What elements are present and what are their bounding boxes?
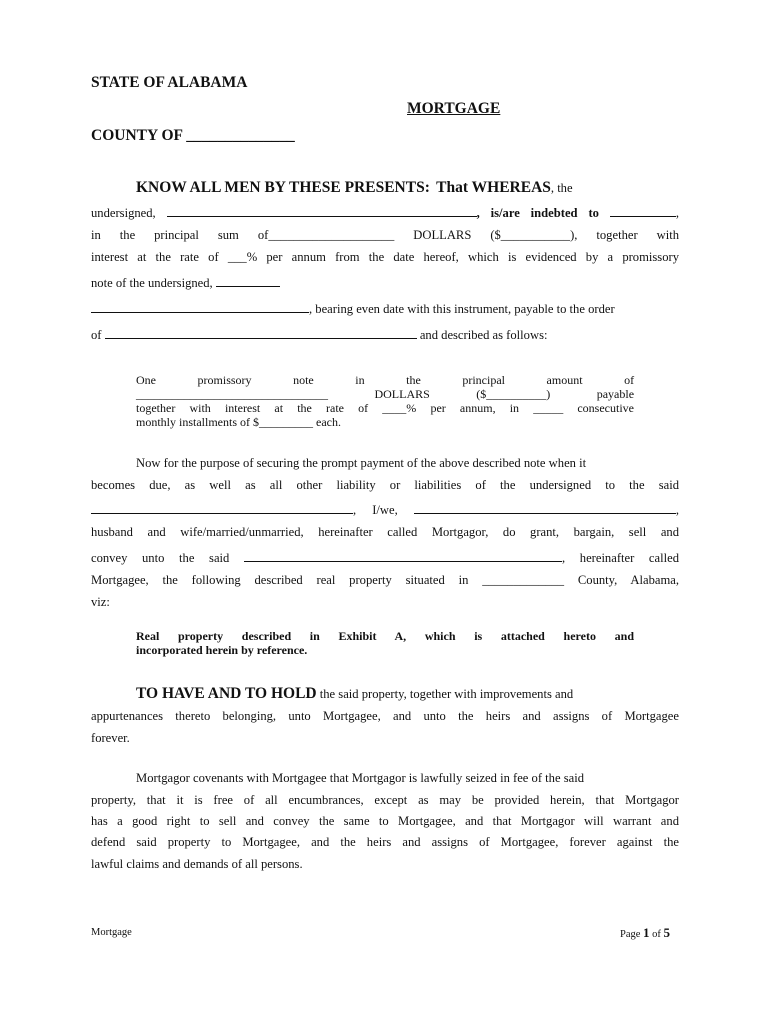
covenants-line-2: property, that it is free of all encumbrances, except as may be provided herein, that Mortgagor bbox=[91, 793, 679, 807]
state-heading: STATE OF ALABAMA bbox=[91, 74, 248, 91]
intro-lead: KNOW ALL MEN BY THESE PRESENTS: bbox=[136, 179, 430, 196]
debtor-name-field[interactable]: , is/are indebted to bbox=[167, 206, 599, 220]
intro-the: , the bbox=[550, 181, 573, 195]
payee-name-blank[interactable] bbox=[105, 328, 417, 339]
creditor-name-field[interactable]: , bbox=[610, 206, 679, 220]
intro-line-6: , bearing even date with this instrument, payable to the order bbox=[91, 302, 615, 317]
covenants-line-4: defend said property to Mortgagee, and the heirs and assigns of Mortgagee, forever against the bbox=[91, 835, 679, 849]
intro-line-1 bbox=[136, 179, 573, 197]
habendum-lead: TO HAVE AND TO HOLD bbox=[136, 685, 317, 702]
purpose-line-2: becomes due, as well as all other liability or liabilities of the undersigned to the said bbox=[91, 478, 679, 492]
habendum-line-3: forever. bbox=[91, 731, 130, 745]
intro-line-3: in the principal sum of____________________ DOLLARS ($___________), together with bbox=[91, 228, 680, 242]
note-line-4: monthly installments of $_________ each. bbox=[136, 415, 341, 429]
intro-line-5: note of the undersigned, bbox=[91, 276, 280, 291]
purpose-line-7: viz: bbox=[91, 595, 110, 609]
intro-line-7: of and described as follows: bbox=[91, 328, 548, 342]
intro-line-2 bbox=[91, 206, 679, 221]
mortgagee-blank-1[interactable]: , bbox=[91, 503, 356, 517]
covenants-line-5: lawful claims and demands of all persons. bbox=[91, 857, 303, 871]
intro-whereas: That WHEREAS bbox=[436, 179, 551, 196]
covenants-line-3: has a good right to sell and convey the same to Mortgagee, and that Mortgagor will warrant and bbox=[91, 814, 679, 828]
page-indicator: Page 1 of 5 bbox=[620, 925, 671, 940]
purpose-line-3: , I/we, , bbox=[91, 503, 679, 518]
exhibit-line-2: incorporated herein by reference. bbox=[136, 643, 308, 657]
mortgagor-names-blank[interactable]: , bbox=[414, 503, 679, 517]
purpose-line-6: Mortgagee, the following described real property situated in _____________ County, Alabama, bbox=[91, 573, 679, 587]
purpose-line-1: Now for the purpose of securing the prompt payment of the above described note when it bbox=[136, 456, 587, 470]
purpose-line-5: convey unto the said , hereinafter called bbox=[91, 551, 679, 565]
county-heading: COUNTY OF ______________ bbox=[91, 127, 295, 144]
document-title: MORTGAGE bbox=[407, 100, 501, 117]
footer-label: Mortgage bbox=[91, 927, 132, 938]
purpose-line-4: husband and wife/married/unmarried, hereinafter called Mortgagor, do grant, bargain, sell and bbox=[91, 525, 679, 539]
exhibit-line-1: Real property described in Exhibit A, which is attached hereto and bbox=[136, 629, 634, 643]
note-line-1: One promissory note in the principal amount of bbox=[136, 373, 635, 387]
habendum-line-2: appurtenances thereto belonging, unto Mortgagee, and unto the heirs and assigns of Mortgagee bbox=[91, 709, 679, 723]
intro-line-4: interest at the rate of ___% per annum from the date hereof, which is evidenced by a promissory bbox=[91, 250, 679, 264]
undersigned-name-blank[interactable] bbox=[216, 276, 280, 287]
note-holder-blank[interactable] bbox=[91, 302, 309, 313]
note-line-3: together with interest at the rate of ____% per annum, in _____ consecutive bbox=[136, 401, 634, 415]
note-line-2: ________________________________ DOLLARS ($__________) payable bbox=[136, 387, 635, 401]
mortgagee-name-field[interactable]: , hereinafter called bbox=[244, 551, 679, 565]
habendum-line-1: TO HAVE AND TO HOLD the said property, together with improvements and bbox=[136, 685, 574, 702]
covenants-line-1: Mortgagor covenants with Mortgagee that Mortgagor is lawfully seized in fee of the said bbox=[136, 771, 585, 785]
intro-undersigned: undersigned, bbox=[91, 206, 156, 220]
